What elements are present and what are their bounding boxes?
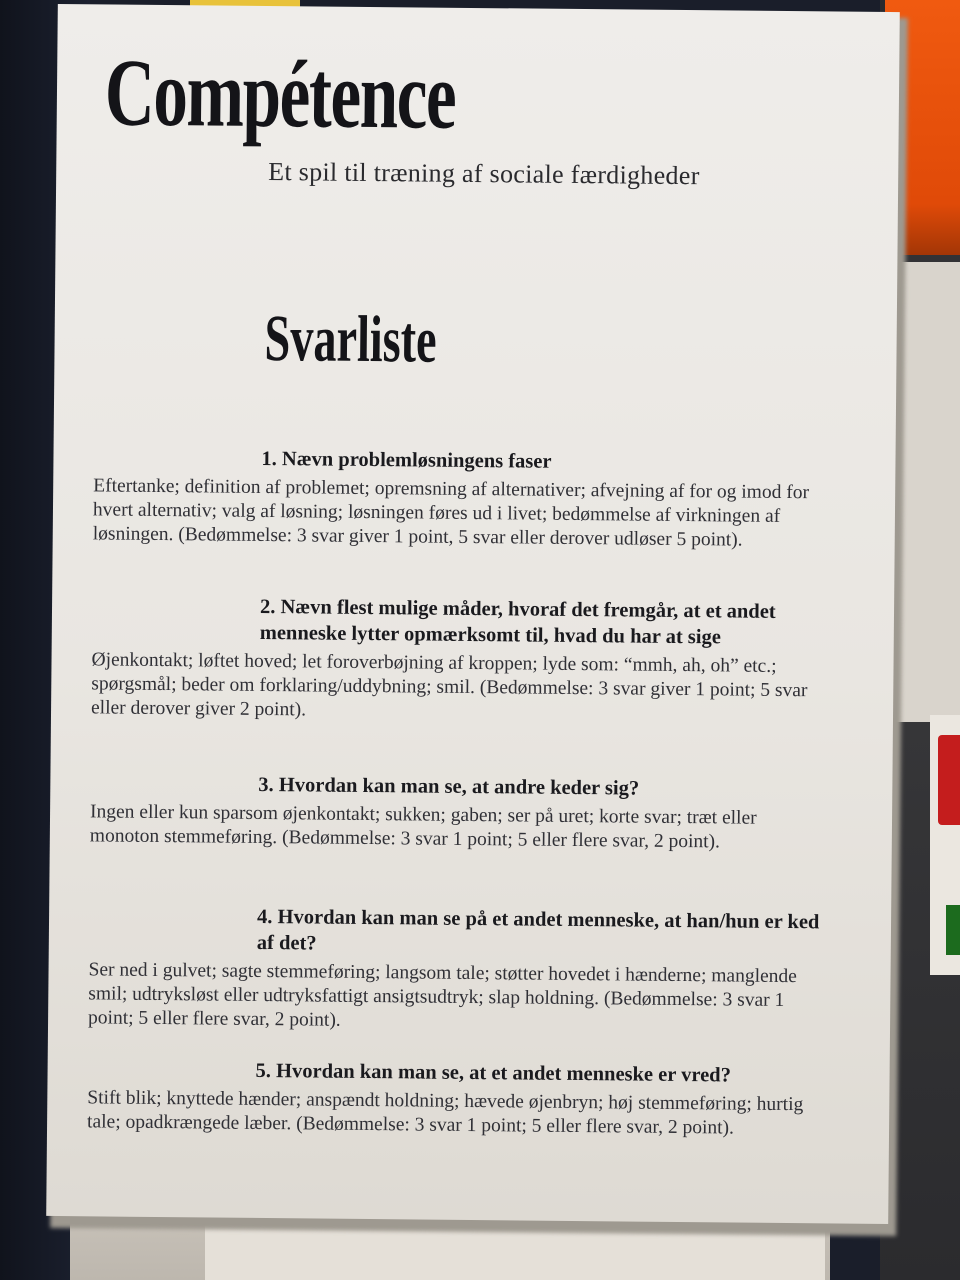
- answer-2: Øjenkontakt; løftet hoved; let foroverbøjning af kroppen; lyde som: “mmh, ah, oh” etc.; spørgsmål; beder om forklaring/uddybning; smil. (Bedømmelse: 3 svar giver 1 point; 5 svar eller derover giver 2 point).: [90, 649, 808, 721]
- qa-item-3: [90, 770, 831, 855]
- brand-title: Compétence: [104, 38, 456, 149]
- question-5: 5. Hvordan kan man se, at et andet menneske er vred?: [255, 1059, 731, 1087]
- question-4: 4. Hvordan kan man se på et andet menneske, at han/hun er ked af det?: [256, 905, 820, 955]
- page-heading: Svarliste: [264, 301, 437, 377]
- question-3: 3. Hvordan kan man se, at andre keder sig?: [258, 773, 640, 800]
- qa-item-4: [88, 902, 829, 1037]
- question-2: 2. Nævn flest mulige måder, hvoraf det fremgår, at et andet menneske lytter opmærksomt til, hvad du har at sige: [259, 595, 776, 649]
- qa-item-2: [91, 592, 832, 727]
- answer-3: Ingen eller kun sparsom øjenkontakt; sukken; gaben; ser på uret; korte svar; træt eller monoton stemmeføring. (Bedømmelse: 3 svar 1 point; 5 eller flere svar, 2 point).: [89, 801, 757, 853]
- qa-item-1: [93, 444, 834, 553]
- qa-item-5: [87, 1056, 828, 1141]
- green-game-piece: [946, 905, 960, 955]
- question-1: 1. Nævn problemløsningens faser: [261, 447, 552, 473]
- brand-subtitle: Et spil til træning af sociale færdigheder: [268, 157, 700, 191]
- answer-5: Stift blik; knyttede hænder; anspændt holdning; hævede øjenbryn; høj stemmeføring; hurtig tale; opadkrængede læber. (Bedømmelse: 3 svar 1 point; 5 eller flere svar, 2 point).: [87, 1087, 804, 1139]
- answer-1: Eftertanke; definition af problemet; opremsning af alternativer; afvejning af for og imod for hvert alternativ; valg af løsning; løsningen føres ud i livet; bedømmelse af virkningen af løsningen. (Bedømmelse: 3 svar giver 1 point, 5 svar eller derover udløser 5 point).: [92, 475, 810, 551]
- answer-4: Ser ned i gulvet; sagte stemmeføring; langsom tale; støtter hovedet i hænderne; manglende smil; udtryksløst eller udtryksfattigt ansigtsudtryk; slap holdning. (Bedømmelse: 3 svar 1 point; 5 eller flere svar, 2 point).: [88, 959, 797, 1031]
- red-game-piece: [938, 735, 960, 825]
- answer-booklet: [46, 4, 900, 1224]
